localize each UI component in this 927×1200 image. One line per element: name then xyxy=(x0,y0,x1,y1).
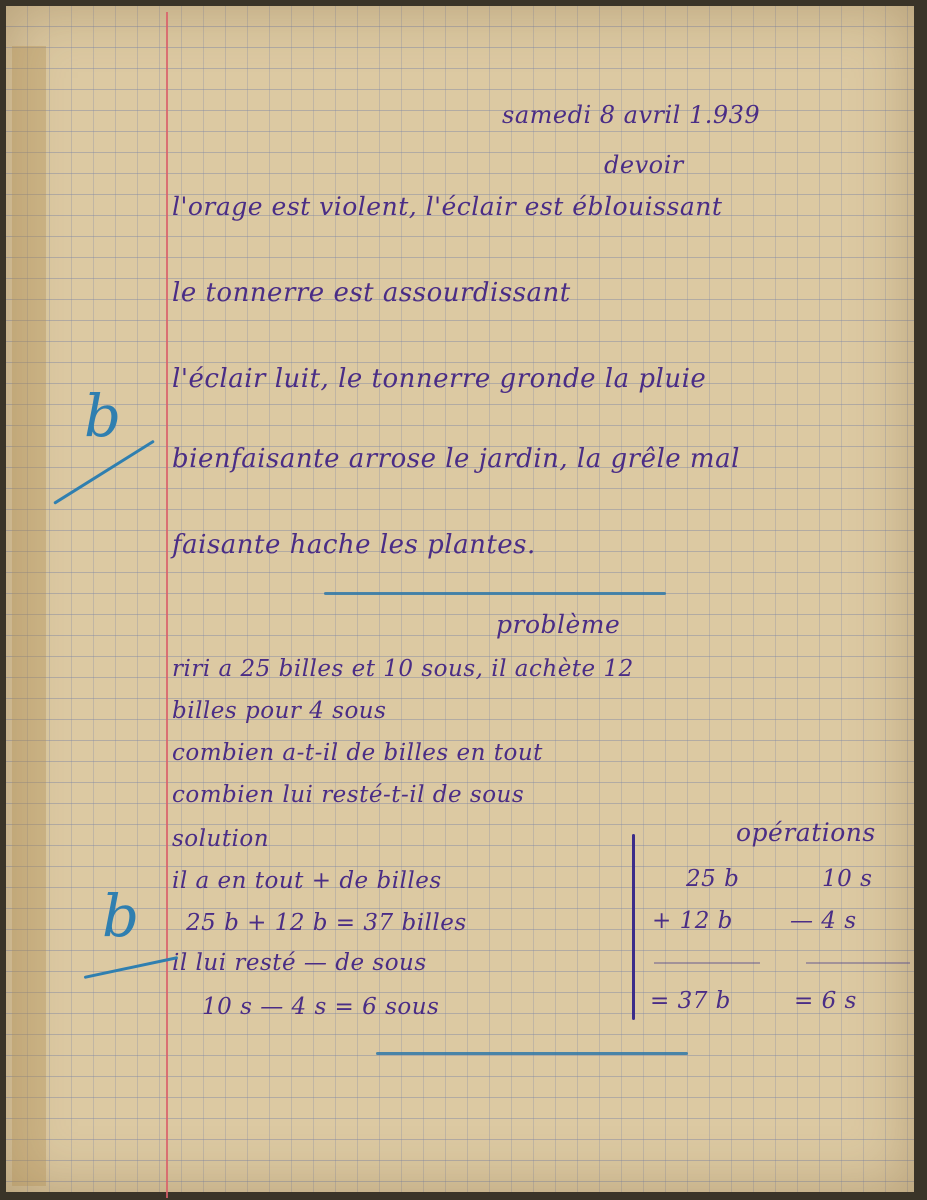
devoir-title: devoir xyxy=(604,151,684,179)
operation-col2-result: = 6 s xyxy=(794,988,857,1014)
devoir-line-5: faisante hache les plantes. xyxy=(172,530,536,560)
solution-title: solution xyxy=(172,826,270,852)
probleme-line-2: billes pour 4 sous xyxy=(172,698,387,724)
devoir-line-1: l'orage est violent, l'éclair est éblouissant xyxy=(172,192,723,221)
separator-line-1 xyxy=(324,592,666,595)
devoir-line-3: l'éclair luit, le tonnerre gronde la pluie xyxy=(172,364,707,394)
operation-col1-line-2: + 12 b xyxy=(652,908,733,934)
separator-line-2 xyxy=(376,1052,688,1055)
probleme-line-4: combien lui resté-t-il de sous xyxy=(172,782,525,808)
probleme-title: problème xyxy=(496,610,621,639)
solution-line-3: il lui resté — de sous xyxy=(172,950,427,976)
operation-col2-line-2: — 4 s xyxy=(790,908,857,934)
operation-col1-result: = 37 b xyxy=(650,988,731,1014)
solution-line-2: 25 b + 12 b = 37 billes xyxy=(186,910,467,936)
grade-mark-1: b xyxy=(84,382,122,450)
probleme-line-1: riri a 25 billes et 10 sous, il achète 12 xyxy=(172,656,634,682)
margin-line xyxy=(166,12,168,1198)
operation-col2-rule xyxy=(806,962,910,964)
operations-title: opérations xyxy=(736,818,876,847)
operations-divider xyxy=(632,834,635,1020)
operation-col2-line-1: 10 s xyxy=(822,866,873,892)
grade-slash-2 xyxy=(84,956,179,979)
notebook-page xyxy=(6,6,914,1192)
devoir-line-2: le tonnerre est assourdissant xyxy=(172,278,571,308)
solution-line-1: il a en tout + de billes xyxy=(172,868,442,894)
operation-col1-line-1: 25 b xyxy=(686,866,740,892)
page-edge-strip xyxy=(12,46,46,1186)
grade-mark-2: b xyxy=(102,882,140,950)
solution-line-4: 10 s — 4 s = 6 sous xyxy=(202,994,440,1020)
devoir-line-4: bienfaisante arrose le jardin, la grêle mal xyxy=(172,444,740,474)
probleme-line-3: combien a-t-il de billes en tout xyxy=(172,740,543,766)
operation-col1-rule xyxy=(654,962,760,964)
date-heading: samedi 8 avril 1.939 xyxy=(502,101,761,129)
